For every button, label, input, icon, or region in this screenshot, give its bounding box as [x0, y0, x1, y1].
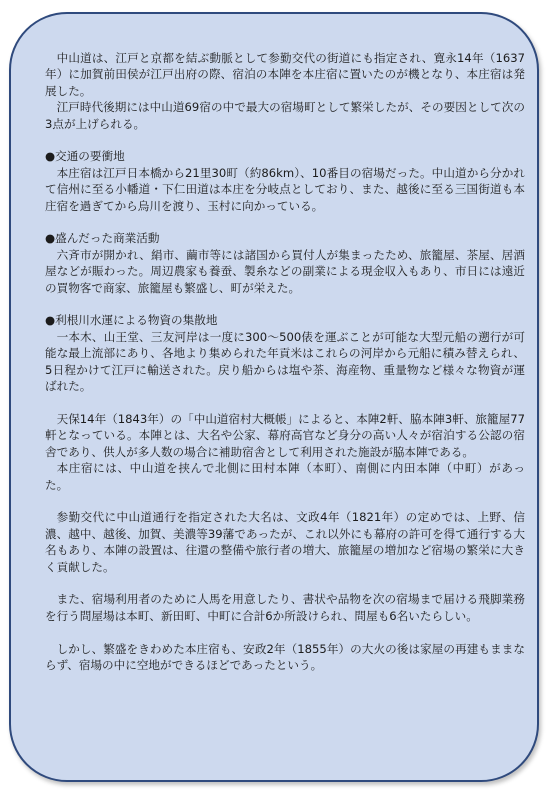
article-body	[45, 50, 525, 673]
paragraph: 六斉市が開かれ、絹市、繭市等には諸国から買付人が集まったため、旅籠屋、茶屋、居酒屋などが賑わった。周辺農家も養蚕、製糸などの副業による現金収入もあり、市日には遠近の買物客で商家、旅籠屋も繁盛し、町が栄えた。	[45, 247, 525, 295]
text-panel	[9, 12, 539, 782]
paragraph: 参勤交代に中山道通行を指定された大名は、文政4年（1821年）の定めでは、上野、信濃、越中、越後、加賀、美濃等39藩であったが、これ以外にも幕府の許可を得て通行する大名もあり、本陣の設置は、往還の整備や旅行者の増大、旅籠屋の増加など宿場の繁栄に大きく貢献した。	[45, 510, 525, 574]
paragraph-gap	[45, 493, 525, 509]
paragraph-gap	[45, 214, 525, 230]
section-heading: ●利根川水運による物資の集散地	[45, 313, 218, 328]
paragraph-gap	[45, 575, 525, 591]
paragraph: また、宿場利用者のために人馬を用意したり、書状や品物を次の宿場まで届ける飛脚業務を行う問屋場は本町、新田町、中町に合計6か所設けられ、問屋も6名いたらしい。	[45, 592, 525, 623]
paragraph-gap	[45, 132, 525, 148]
paragraph: 中山道は、江戸と京都を結ぶ動脈として参勤交代の街道にも指定され、寛永14年（1637年）に加賀前田侯が江戸出府の際、宿泊の本陣を本庄宿に置いたのが機となり、本庄宿は発展した。	[45, 51, 525, 98]
paragraph-gap	[45, 296, 525, 312]
paragraph: しかし、繁盛をきわめた本庄宿も、安政2年（1855年）の大火の後は家屋の再建もままならず、宿場の中に空地ができるほどであったという。	[45, 641, 525, 672]
paragraph: 一本木、山王堂、三友河岸は一度に300～500俵を運ぶことが可能な大型元船の遡行が可能な最上流部にあり、各地より集められた年貢米はこれらの河岸から元船に積み替えられ、5日程かけて江戸に輸送された。戻り船からは塩や茶、海産物、重量物など様々な物資が運ばれた。	[45, 329, 525, 394]
paragraph: 本庄宿には、中山道を挟んで北側に田村本陣（本町）、南側に内田本陣（中町）があった。	[45, 461, 525, 492]
section-heading: ●盛んだった商業活動	[45, 231, 160, 246]
paragraph-gap	[45, 394, 525, 410]
paragraph: 本庄宿は江戸日本橋から21里30町（約86km）、10番目の宿場だった。中山道から分かれて信州に至る小幡道・下仁田道は本庄を分岐点としており、また、越後に至る三国街道も本庄宿を過ぎてから烏川を渡り、玉村に向かっている。	[45, 165, 525, 213]
paragraph: 江戸時代後期には中山道69宿の中で最大の宿場町として繁栄したが、その要因として次の3点が上げられる。	[45, 100, 525, 131]
paragraph: 天保14年（1843年）の「中山道宿村大概帳」によると、本陣2軒、脇本陣3軒、旅籠屋77軒となっている。本陣とは、大名や公家、幕府高官など身分の高い人々が宿泊する公認の宿舎であり、供人が多人数の場合に補助宿舎として利用された施設が脇本陣である。	[45, 411, 525, 459]
paragraph-gap	[45, 624, 525, 640]
section-heading: ●交通の要衝地	[45, 149, 125, 164]
